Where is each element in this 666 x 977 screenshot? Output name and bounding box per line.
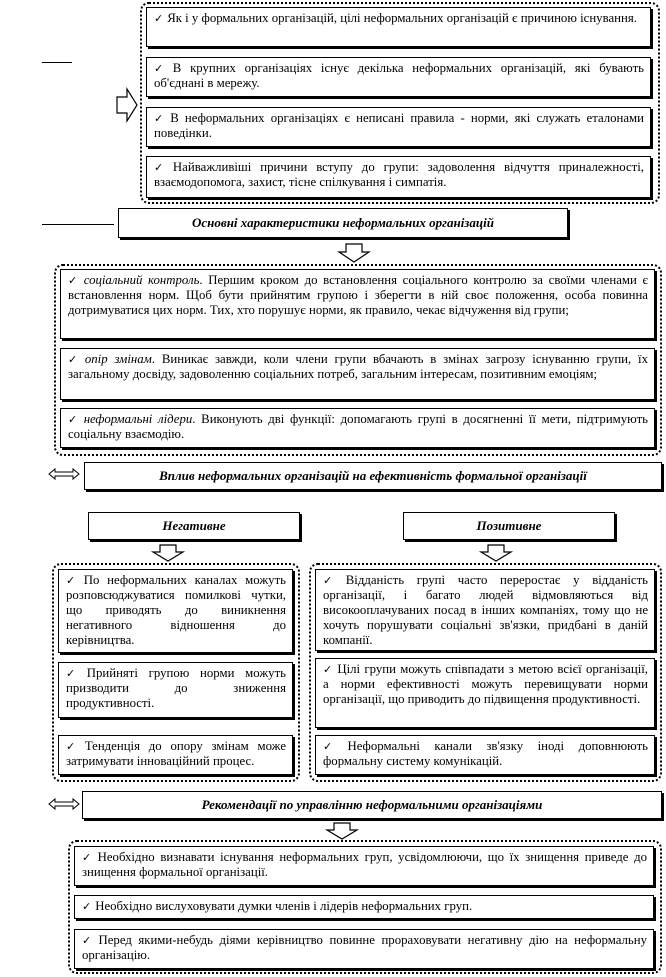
left-rule-2 xyxy=(42,224,114,225)
characteristic-resistance: ✓ опір змінам. Виникає завжди, коли члени групи вбачають в змінах загрозу існуванню групи, їх загальному досвіду, задоволенню соціальних потреб, загальним інтересам, позитивним емоціям; xyxy=(60,348,655,400)
check-icon: ✓ xyxy=(82,900,92,913)
top-item-4: ✓ Найважливіші причини вступу до групи: задоволення відчуття приналежності, взаємодопомога, захист, тісне спілкування і симпатія. xyxy=(146,156,651,198)
check-icon: ✓ xyxy=(154,62,169,75)
positive-item-2: ✓ Цілі групи можуть співпадати з метою всієї організації, а норми ефективності можуть перевищувати норми організації, що приводить до підвищення продуктивності. xyxy=(315,658,655,728)
check-icon: ✓ xyxy=(154,112,167,125)
top-item-3: ✓ В неформальних організаціях є неписані правила - норми, які служать еталонами поведінки. xyxy=(146,107,651,147)
negative-header: Негативне xyxy=(88,512,300,540)
left-rule-1 xyxy=(42,62,72,63)
check-icon: ✓ xyxy=(82,851,94,864)
characteristics-group xyxy=(54,264,662,456)
recommendation-1: ✓ Необхідно визнавати існування неформальних груп, усвідомлюючи, що їх знищення приведе до знищення формальної організації. xyxy=(74,846,654,886)
recommendations-header: Рекомендації по управлінню неформальними організаціями xyxy=(82,791,662,819)
check-icon: ✓ xyxy=(66,667,83,680)
characteristic-social-control: ✓ соціальний контроль. Першим кроком до встановлення соціального контролю за своїми членами є встановлення норм. Щоб бути прийнятим групою і зберегти в ній своє положення, особа повинна дотримуватися цих норм. Тих, хто порушує норми, як правило, чекає відчуження від групи; xyxy=(60,269,655,339)
recommendation-3: ✓ Перед якими-небудь діями керівництво повинне прораховувати негативну дію на неформальну організацію. xyxy=(74,929,654,969)
check-icon: ✓ xyxy=(323,574,342,587)
positive-item-1: ✓ Відданість групі часто переростає у відданість організації, і багато людей відмовляються від високооплачуваних посад в інших компаніях, тому що не хочуть порушувати соціальні зв'язки, придбані в даній компанії. xyxy=(315,569,655,651)
negative-item-2: ✓ Прийняті групою норми можуть призводити до зниження продуктивності. xyxy=(58,662,293,718)
down-arrow-icon xyxy=(480,544,512,562)
check-icon: ✓ xyxy=(323,663,334,676)
recommendation-2: ✓ Необхідно вислуховувати думки членів і лідерів неформальних груп. xyxy=(74,895,654,919)
down-arrow-icon xyxy=(338,243,370,263)
check-icon: ✓ xyxy=(66,740,81,753)
negative-group xyxy=(52,563,300,782)
recommendations-group xyxy=(68,840,662,974)
negative-item-1: ✓ По неформальних каналах можуть розповсюджуватися помилкові чутки, що приводять до виникнення негативного відношення до керівництва. xyxy=(58,569,293,653)
characteristics-header: Основні характеристики неформальних організацій xyxy=(118,208,568,238)
top-item-1: ✓ Як і у формальних організацій, цілі неформальних організацій є причиною існування. xyxy=(146,7,651,47)
check-icon: ✓ xyxy=(68,413,80,426)
double-arrow-icon xyxy=(48,468,80,480)
check-icon: ✓ xyxy=(68,353,81,366)
check-icon: ✓ xyxy=(154,161,169,174)
negative-item-3: ✓ Тенденція до опору змінам може затримувати інноваційний процес. xyxy=(58,735,293,775)
check-icon: ✓ xyxy=(82,934,95,947)
top-group xyxy=(140,2,660,204)
check-icon: ✓ xyxy=(68,274,80,287)
positive-group xyxy=(309,563,662,782)
positive-item-3: ✓ Неформальні канали зв'язку іноді доповнюють формальну систему комунікацій. xyxy=(315,735,655,775)
influence-header: Вплив неформальних організацій на ефективність формальної організації xyxy=(84,462,662,490)
check-icon: ✓ xyxy=(154,12,164,25)
characteristic-leaders: ✓ неформальні лідери. Виконують дві функції: допомагають групі в досягненні її мети, підтримують соціальну взаємодію. xyxy=(60,408,655,448)
top-item-2: ✓ В крупних організаціях існує декілька неформальних організацій, які бувають об'єднані в мережу. xyxy=(146,57,651,97)
double-arrow-icon xyxy=(48,798,80,810)
right-arrow-icon xyxy=(116,88,138,122)
down-arrow-icon xyxy=(326,822,358,840)
check-icon: ✓ xyxy=(323,740,344,753)
check-icon: ✓ xyxy=(66,574,80,587)
down-arrow-icon xyxy=(152,544,184,562)
positive-header: Позитивне xyxy=(403,512,615,540)
